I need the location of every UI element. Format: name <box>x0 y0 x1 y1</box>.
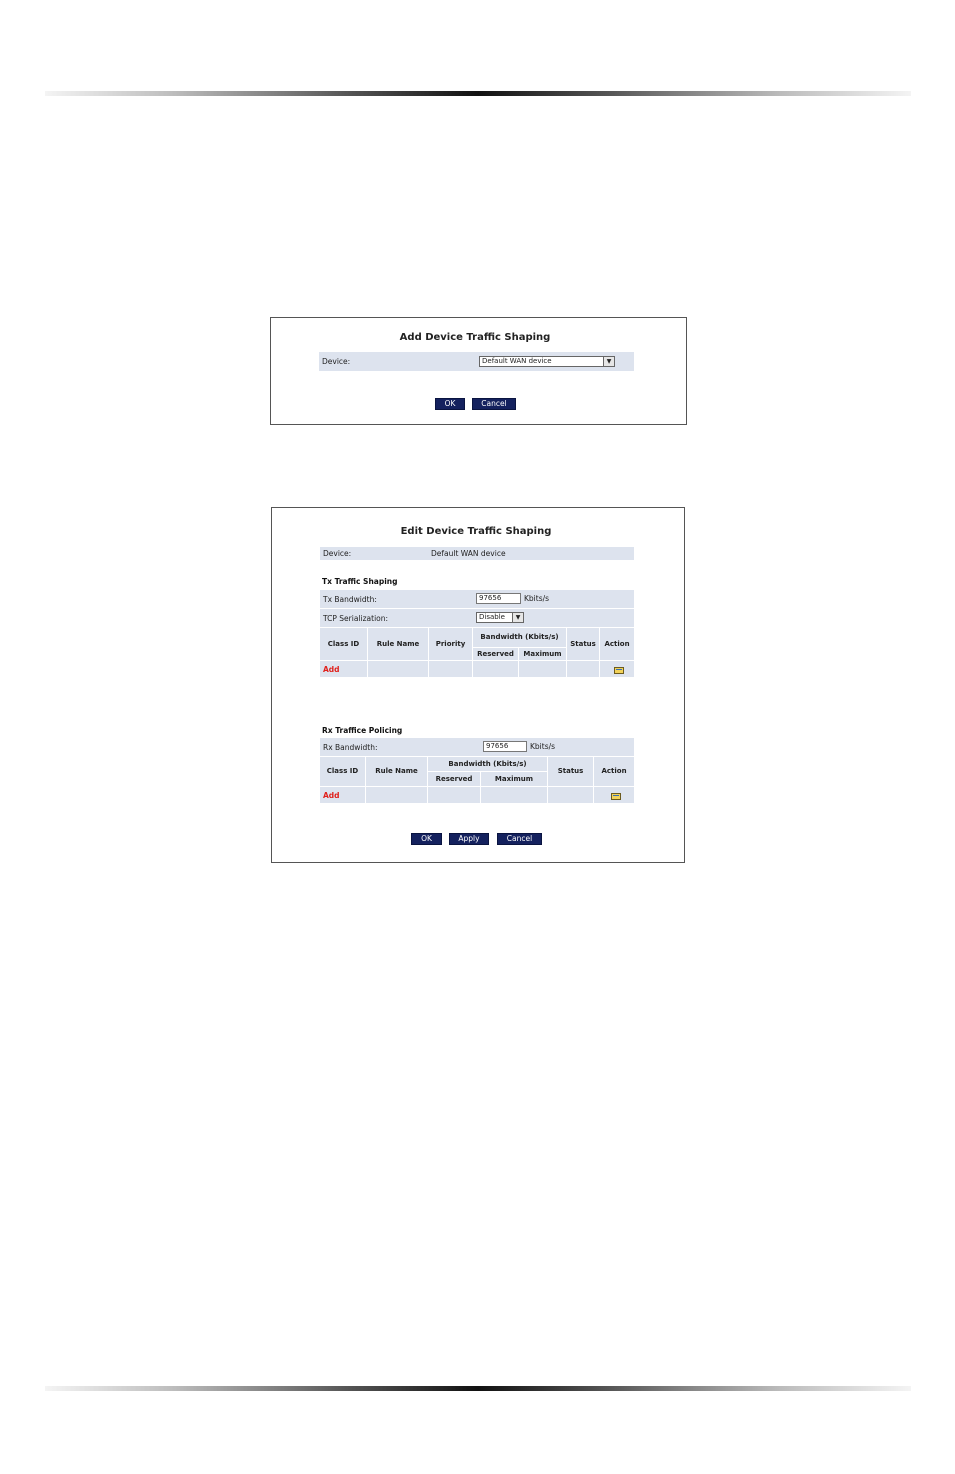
cancel-button[interactable]: Cancel <box>497 833 542 845</box>
empty-cell <box>366 787 427 803</box>
empty-cell <box>519 661 566 677</box>
tx-rules-table <box>319 627 635 678</box>
col-status: Status <box>548 757 593 786</box>
empty-cell <box>368 661 428 677</box>
rx-section-heading: Rx Traffice Policing <box>322 726 403 735</box>
apply-button[interactable]: Apply <box>449 833 489 845</box>
add-device-traffic-shaping-dialog <box>270 317 687 425</box>
chevron-down-icon: ▼ <box>512 613 523 622</box>
edit-icon[interactable] <box>614 666 624 673</box>
col-action: Action <box>600 628 634 660</box>
col-priority: Priority <box>429 628 472 660</box>
tx-bandwidth-label: Tx Bandwidth: <box>323 594 377 604</box>
add-cell <box>320 787 365 803</box>
device-value: Default WAN device <box>431 549 506 558</box>
empty-cell <box>428 787 480 803</box>
col-bandwidth: Bandwidth (Kbits/s) <box>428 757 547 771</box>
rx-add-link[interactable]: Add <box>323 790 340 800</box>
tx-bandwidth-input[interactable]: 97656 <box>476 593 521 604</box>
rx-bandwidth-label: Rx Bandwidth: <box>323 742 378 752</box>
col-reserved: Reserved <box>428 772 480 786</box>
top-divider <box>45 91 911 96</box>
tcp-serialization-value: Disable <box>479 613 505 621</box>
empty-cell <box>548 787 593 803</box>
rx-bandwidth-unit: Kbits/s <box>530 742 556 751</box>
device-label: Device: <box>323 549 352 558</box>
col-status: Status <box>567 628 599 660</box>
edit-icon[interactable] <box>611 792 621 799</box>
col-rule-name: Rule Name <box>366 757 427 786</box>
col-rule-name: Rule Name <box>368 628 428 660</box>
cancel-button[interactable]: Cancel <box>472 398 516 410</box>
action-cell <box>594 787 634 803</box>
tx-section-heading: Tx Traffic Shaping <box>322 577 398 586</box>
col-action: Action <box>594 757 634 786</box>
bottom-divider <box>45 1386 911 1391</box>
col-class-id: Class ID <box>320 628 367 660</box>
empty-cell <box>429 661 472 677</box>
col-class-id: Class ID <box>320 757 365 786</box>
table-row <box>320 787 634 803</box>
col-maximum: Maximum <box>519 648 566 660</box>
action-cell <box>600 661 634 677</box>
tcp-serialization-label: TCP Serialization: <box>323 613 389 623</box>
ok-button[interactable]: OK <box>435 398 465 410</box>
chevron-down-icon: ▼ <box>603 357 614 366</box>
table-row <box>320 661 634 677</box>
empty-cell <box>481 787 547 803</box>
empty-cell <box>567 661 599 677</box>
col-bandwidth: Bandwidth (Kbits/s) <box>473 628 566 647</box>
dialog-title: Add Device Traffic Shaping <box>399 332 551 343</box>
edit-device-traffic-shaping-dialog <box>271 507 685 863</box>
empty-cell <box>473 661 518 677</box>
device-select[interactable] <box>479 356 615 367</box>
col-maximum: Maximum <box>481 772 547 786</box>
device-select-value: Default WAN device <box>482 357 552 365</box>
rx-bandwidth-input[interactable]: 97656 <box>483 741 527 752</box>
col-reserved: Reserved <box>473 648 518 660</box>
device-label: Device: <box>322 357 351 366</box>
rx-bandwidth-row <box>320 738 634 756</box>
tcp-serialization-select[interactable] <box>476 612 524 623</box>
device-row <box>320 547 634 560</box>
tx-add-link[interactable]: Add <box>323 664 340 674</box>
add-cell <box>320 661 367 677</box>
rx-rules-table <box>319 756 635 804</box>
ok-button[interactable]: OK <box>411 833 442 845</box>
tx-bandwidth-unit: Kbits/s <box>524 594 550 603</box>
dialog-title: Edit Device Traffic Shaping <box>400 526 552 537</box>
